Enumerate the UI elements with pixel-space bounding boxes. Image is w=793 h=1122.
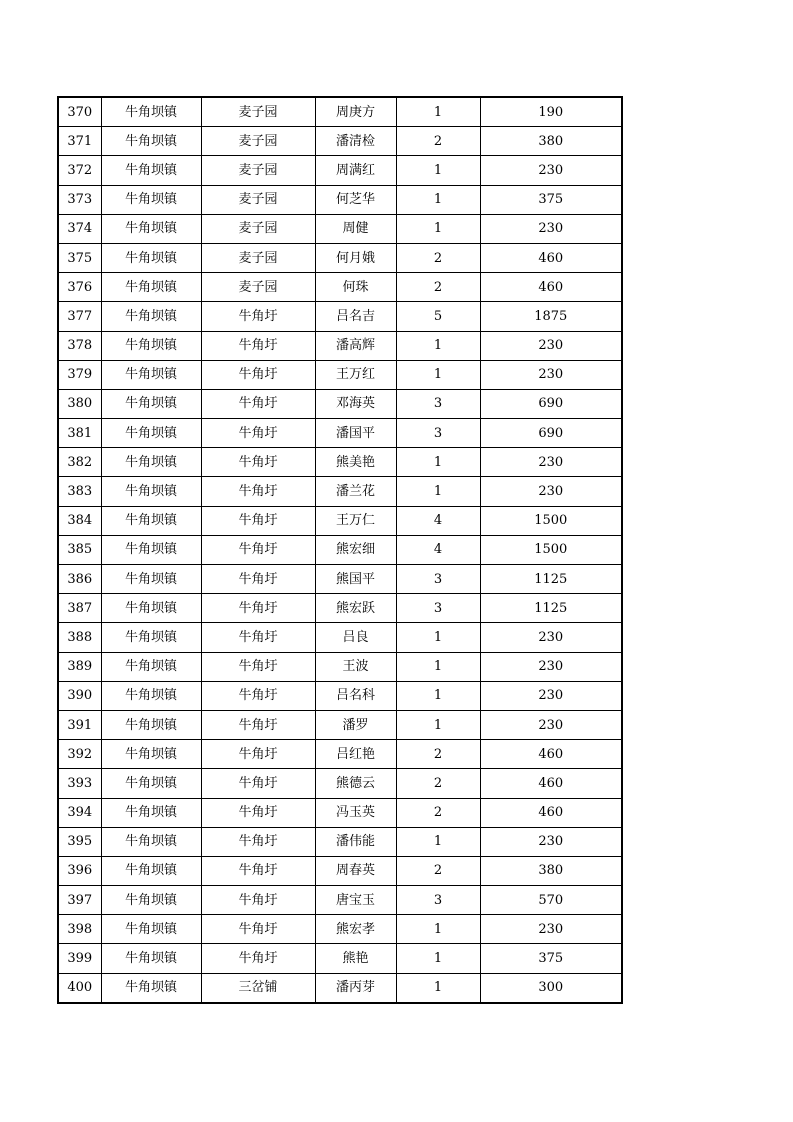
- table-row: [58, 97, 622, 127]
- row-number-cell: 398: [58, 915, 101, 944]
- count-cell: 1: [396, 477, 480, 506]
- amount-cell: 380: [480, 856, 622, 885]
- village-cell: 牛角圩: [201, 798, 315, 827]
- row-number-cell: 370: [58, 97, 101, 127]
- town-cell: 牛角坝镇: [101, 740, 201, 769]
- count-cell: 1: [396, 623, 480, 652]
- row-number-cell: 373: [58, 185, 101, 214]
- count-cell: 1: [396, 156, 480, 185]
- town-cell: 牛角坝镇: [101, 973, 201, 1003]
- name-cell: 周春英: [315, 856, 396, 885]
- village-cell: 麦子园: [201, 185, 315, 214]
- count-cell: 1: [396, 360, 480, 389]
- row-number-cell: 390: [58, 681, 101, 710]
- count-cell: 3: [396, 886, 480, 915]
- amount-cell: 1125: [480, 594, 622, 623]
- count-cell: 1: [396, 915, 480, 944]
- count-cell: 1: [396, 710, 480, 739]
- village-cell: 麦子园: [201, 273, 315, 302]
- row-number-cell: 388: [58, 623, 101, 652]
- table-row: [58, 623, 622, 652]
- amount-cell: 690: [480, 389, 622, 418]
- village-cell: 麦子园: [201, 214, 315, 243]
- town-cell: 牛角坝镇: [101, 769, 201, 798]
- table-row: [58, 681, 622, 710]
- name-cell: 吕良: [315, 623, 396, 652]
- table-row: [58, 448, 622, 477]
- row-number-cell: 400: [58, 973, 101, 1003]
- town-cell: 牛角坝镇: [101, 827, 201, 856]
- village-cell: 牛角圩: [201, 886, 315, 915]
- town-cell: 牛角坝镇: [101, 97, 201, 127]
- village-cell: 牛角圩: [201, 565, 315, 594]
- table-row: [58, 506, 622, 535]
- village-cell: 牛角圩: [201, 740, 315, 769]
- amount-cell: 570: [480, 886, 622, 915]
- table-row: [58, 214, 622, 243]
- name-cell: 周满红: [315, 156, 396, 185]
- village-cell: 牛角圩: [201, 856, 315, 885]
- name-cell: 熊国平: [315, 565, 396, 594]
- name-cell: 邓海英: [315, 389, 396, 418]
- count-cell: 2: [396, 127, 480, 156]
- town-cell: 牛角坝镇: [101, 535, 201, 564]
- row-number-cell: 397: [58, 886, 101, 915]
- village-cell: 牛角圩: [201, 331, 315, 360]
- amount-cell: 230: [480, 156, 622, 185]
- amount-cell: 230: [480, 477, 622, 506]
- count-cell: 4: [396, 535, 480, 564]
- name-cell: 熊宏跃: [315, 594, 396, 623]
- town-cell: 牛角坝镇: [101, 506, 201, 535]
- village-cell: 牛角圩: [201, 506, 315, 535]
- village-cell: 牛角圩: [201, 623, 315, 652]
- village-cell: 麦子园: [201, 243, 315, 272]
- row-number-cell: 384: [58, 506, 101, 535]
- row-number-cell: 380: [58, 389, 101, 418]
- name-cell: 熊宏孝: [315, 915, 396, 944]
- village-cell: 牛角圩: [201, 769, 315, 798]
- name-cell: 熊美艳: [315, 448, 396, 477]
- count-cell: 1: [396, 973, 480, 1003]
- table-row: [58, 477, 622, 506]
- row-number-cell: 386: [58, 565, 101, 594]
- row-number-cell: 376: [58, 273, 101, 302]
- amount-cell: 1875: [480, 302, 622, 331]
- town-cell: 牛角坝镇: [101, 448, 201, 477]
- table-row: [58, 419, 622, 448]
- name-cell: 王波: [315, 652, 396, 681]
- amount-cell: 230: [480, 652, 622, 681]
- count-cell: 1: [396, 652, 480, 681]
- village-cell: 三岔铺: [201, 973, 315, 1003]
- village-cell: 牛角圩: [201, 389, 315, 418]
- row-number-cell: 379: [58, 360, 101, 389]
- amount-cell: 230: [480, 710, 622, 739]
- count-cell: 2: [396, 740, 480, 769]
- amount-cell: 460: [480, 243, 622, 272]
- village-cell: 牛角圩: [201, 419, 315, 448]
- name-cell: 熊艳: [315, 944, 396, 973]
- table-row: [58, 856, 622, 885]
- amount-cell: 380: [480, 127, 622, 156]
- town-cell: 牛角坝镇: [101, 389, 201, 418]
- count-cell: 4: [396, 506, 480, 535]
- count-cell: 1: [396, 944, 480, 973]
- amount-cell: 230: [480, 827, 622, 856]
- amount-cell: 230: [480, 448, 622, 477]
- village-cell: 牛角圩: [201, 302, 315, 331]
- name-cell: 吕名科: [315, 681, 396, 710]
- village-cell: 牛角圩: [201, 915, 315, 944]
- table-row: [58, 273, 622, 302]
- row-number-cell: 399: [58, 944, 101, 973]
- town-cell: 牛角坝镇: [101, 273, 201, 302]
- name-cell: 熊宏细: [315, 535, 396, 564]
- row-number-cell: 383: [58, 477, 101, 506]
- name-cell: 周健: [315, 214, 396, 243]
- town-cell: 牛角坝镇: [101, 477, 201, 506]
- town-cell: 牛角坝镇: [101, 944, 201, 973]
- row-number-cell: 374: [58, 214, 101, 243]
- amount-cell: 1500: [480, 506, 622, 535]
- table-row: [58, 973, 622, 1003]
- town-cell: 牛角坝镇: [101, 652, 201, 681]
- village-cell: 麦子园: [201, 97, 315, 127]
- name-cell: 潘丙芽: [315, 973, 396, 1003]
- name-cell: 潘罗: [315, 710, 396, 739]
- town-cell: 牛角坝镇: [101, 360, 201, 389]
- table-row: [58, 594, 622, 623]
- town-cell: 牛角坝镇: [101, 302, 201, 331]
- name-cell: 何芝华: [315, 185, 396, 214]
- table-row: [58, 769, 622, 798]
- count-cell: 1: [396, 185, 480, 214]
- row-number-cell: 378: [58, 331, 101, 360]
- village-cell: 麦子园: [201, 127, 315, 156]
- count-cell: 3: [396, 419, 480, 448]
- amount-cell: 190: [480, 97, 622, 127]
- village-cell: 牛角圩: [201, 652, 315, 681]
- name-cell: 冯玉英: [315, 798, 396, 827]
- town-cell: 牛角坝镇: [101, 419, 201, 448]
- village-cell: 牛角圩: [201, 681, 315, 710]
- count-cell: 2: [396, 273, 480, 302]
- row-number-cell: 392: [58, 740, 101, 769]
- town-cell: 牛角坝镇: [101, 886, 201, 915]
- name-cell: 何月娥: [315, 243, 396, 272]
- count-cell: 1: [396, 827, 480, 856]
- count-cell: 1: [396, 448, 480, 477]
- name-cell: 吕红艳: [315, 740, 396, 769]
- name-cell: 潘国平: [315, 419, 396, 448]
- table-row: [58, 827, 622, 856]
- row-number-cell: 394: [58, 798, 101, 827]
- row-number-cell: 382: [58, 448, 101, 477]
- amount-cell: 230: [480, 331, 622, 360]
- count-cell: 2: [396, 856, 480, 885]
- town-cell: 牛角坝镇: [101, 915, 201, 944]
- row-number-cell: 389: [58, 652, 101, 681]
- row-number-cell: 385: [58, 535, 101, 564]
- amount-cell: 1500: [480, 535, 622, 564]
- count-cell: 5: [396, 302, 480, 331]
- amount-cell: 460: [480, 273, 622, 302]
- village-cell: 牛角圩: [201, 477, 315, 506]
- table-row: [58, 331, 622, 360]
- amount-cell: 375: [480, 185, 622, 214]
- amount-cell: 230: [480, 681, 622, 710]
- town-cell: 牛角坝镇: [101, 331, 201, 360]
- village-cell: 牛角圩: [201, 827, 315, 856]
- name-cell: 唐宝玉: [315, 886, 396, 915]
- table-row: [58, 156, 622, 185]
- row-number-cell: 393: [58, 769, 101, 798]
- count-cell: 1: [396, 214, 480, 243]
- table-row: [58, 652, 622, 681]
- table-row: [58, 944, 622, 973]
- table-row: [58, 535, 622, 564]
- name-cell: 熊德云: [315, 769, 396, 798]
- village-cell: 牛角圩: [201, 944, 315, 973]
- row-number-cell: 395: [58, 827, 101, 856]
- amount-cell: 460: [480, 740, 622, 769]
- table-row: [58, 798, 622, 827]
- row-number-cell: 372: [58, 156, 101, 185]
- village-cell: 牛角圩: [201, 535, 315, 564]
- village-cell: 牛角圩: [201, 710, 315, 739]
- table-row: [58, 565, 622, 594]
- town-cell: 牛角坝镇: [101, 856, 201, 885]
- count-cell: 2: [396, 798, 480, 827]
- town-cell: 牛角坝镇: [101, 156, 201, 185]
- table-row: [58, 302, 622, 331]
- village-cell: 麦子园: [201, 156, 315, 185]
- amount-cell: 230: [480, 623, 622, 652]
- row-number-cell: 396: [58, 856, 101, 885]
- town-cell: 牛角坝镇: [101, 798, 201, 827]
- row-number-cell: 387: [58, 594, 101, 623]
- amount-cell: 690: [480, 419, 622, 448]
- village-cell: 牛角圩: [201, 448, 315, 477]
- row-number-cell: 381: [58, 419, 101, 448]
- town-cell: 牛角坝镇: [101, 710, 201, 739]
- amount-cell: 230: [480, 214, 622, 243]
- name-cell: 王万仁: [315, 506, 396, 535]
- name-cell: 吕名吉: [315, 302, 396, 331]
- table-row: [58, 915, 622, 944]
- amount-cell: 375: [480, 944, 622, 973]
- count-cell: 3: [396, 594, 480, 623]
- name-cell: 潘伟能: [315, 827, 396, 856]
- town-cell: 牛角坝镇: [101, 681, 201, 710]
- table-row: [58, 243, 622, 272]
- town-cell: 牛角坝镇: [101, 243, 201, 272]
- row-number-cell: 391: [58, 710, 101, 739]
- table-row: [58, 185, 622, 214]
- row-number-cell: 375: [58, 243, 101, 272]
- name-cell: 潘高辉: [315, 331, 396, 360]
- data-table: [57, 96, 623, 1004]
- name-cell: 周庚方: [315, 97, 396, 127]
- town-cell: 牛角坝镇: [101, 565, 201, 594]
- count-cell: 3: [396, 565, 480, 594]
- row-number-cell: 377: [58, 302, 101, 331]
- row-number-cell: 371: [58, 127, 101, 156]
- table-row: [58, 740, 622, 769]
- name-cell: 潘兰花: [315, 477, 396, 506]
- table-row: [58, 127, 622, 156]
- table-row: [58, 886, 622, 915]
- table-row: [58, 710, 622, 739]
- table-row: [58, 360, 622, 389]
- count-cell: 1: [396, 681, 480, 710]
- name-cell: 潘清检: [315, 127, 396, 156]
- count-cell: 1: [396, 97, 480, 127]
- amount-cell: 460: [480, 798, 622, 827]
- amount-cell: 230: [480, 915, 622, 944]
- town-cell: 牛角坝镇: [101, 214, 201, 243]
- town-cell: 牛角坝镇: [101, 594, 201, 623]
- village-cell: 牛角圩: [201, 594, 315, 623]
- village-cell: 牛角圩: [201, 360, 315, 389]
- amount-cell: 300: [480, 973, 622, 1003]
- table-row: [58, 389, 622, 418]
- amount-cell: 460: [480, 769, 622, 798]
- count-cell: 2: [396, 769, 480, 798]
- town-cell: 牛角坝镇: [101, 185, 201, 214]
- table-body: [58, 97, 622, 1003]
- town-cell: 牛角坝镇: [101, 127, 201, 156]
- name-cell: 何珠: [315, 273, 396, 302]
- count-cell: 3: [396, 389, 480, 418]
- count-cell: 2: [396, 243, 480, 272]
- name-cell: 王万红: [315, 360, 396, 389]
- amount-cell: 1125: [480, 565, 622, 594]
- count-cell: 1: [396, 331, 480, 360]
- amount-cell: 230: [480, 360, 622, 389]
- town-cell: 牛角坝镇: [101, 623, 201, 652]
